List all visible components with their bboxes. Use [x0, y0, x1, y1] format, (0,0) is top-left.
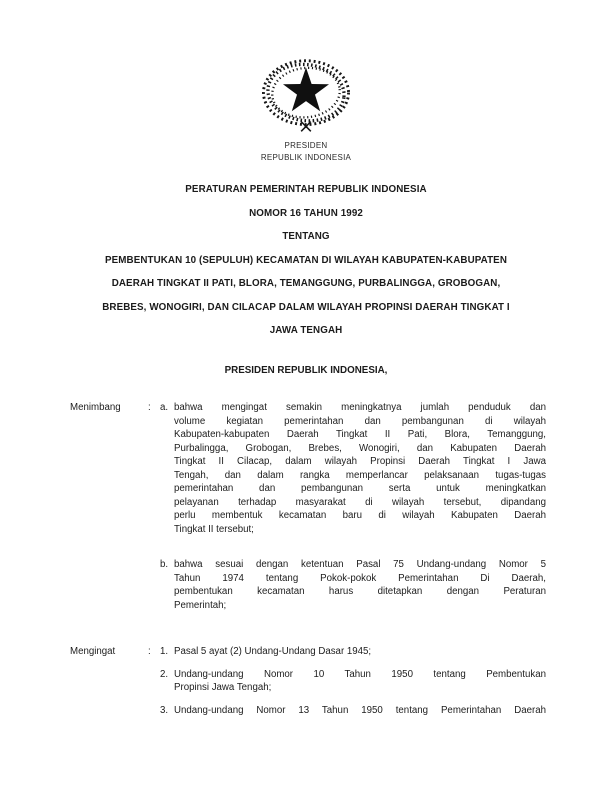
paragraph-line: pembentukan kecamatan harus ditetapkan dengan Peraturan — [174, 586, 546, 597]
paragraph-line: pemerintahan dan pembangunan serta untuk meningkatkan — [174, 483, 546, 494]
doc-type-line: PERATURAN PEMERINTAH REPUBLIK INDONESIA — [185, 184, 427, 195]
salutation-line: PRESIDEN REPUBLIK INDONESIA, — [224, 364, 388, 376]
paragraph-line: bahwa mengingat semakin meningkatnya jumlah penduduk dan — [174, 402, 546, 413]
item-marker-a: a. — [160, 402, 169, 413]
seal-org-line2: REPUBLIK INDONESIA — [260, 152, 352, 162]
document-heading — [0, 178, 612, 343]
paragraph-line: Tingkat II Cilacap, dalam wilayah Propinsi Daerah Tingkat I Jawa — [174, 456, 546, 467]
presidential-seal — [0, 0, 612, 163]
paragraph-line: Purbalingga, Grobogan, Brebes, Wonogiri, dan Kabupaten Daerah — [174, 442, 546, 454]
doc-subject-line-3: BREBES, WONOGIRI, DAN CILACAP DALAM WILAYAH PROPINSI DAERAH TINGKAT I — [102, 301, 510, 313]
paragraph-line: Tahun 1974 tentang Pokok-pokok Pemerintahan Di Daerah, — [174, 572, 546, 584]
legal-basis-item-1 — [174, 645, 546, 659]
menimbang-label: Menimbang — [70, 402, 121, 413]
mengingat-section — [70, 645, 546, 717]
colon-separator: : — [148, 402, 151, 413]
menimbang-section — [70, 401, 546, 612]
item-marker-3: 3. — [160, 704, 169, 716]
legal-basis-item-3 — [174, 704, 546, 718]
legal-basis-item-2 — [174, 668, 546, 695]
tentang-line: TENTANG — [282, 231, 330, 242]
paragraph-line: Tengah, dan dalam rangka memperlancar pelaksanaan tugas-tugas — [174, 469, 546, 481]
colon-separator: : — [148, 646, 151, 657]
paragraph-line: Pemerintah; — [174, 599, 227, 611]
paragraph-line: volume kegiatan pemerintahan dan pembangunan di wilayah — [174, 415, 546, 427]
paragraph-line: perlu membentuk kecamatan baru di wilayah Kabupaten Daerah — [174, 510, 546, 521]
item-marker-2: 2. — [160, 668, 169, 680]
paragraph-line: Pasal 5 ayat (2) Undang-Undang Dasar 1945; — [174, 646, 372, 657]
star-wreath-icon — [248, 52, 364, 141]
paragraph-line: Undang-undang Nomor 13 Tahun 1950 tentang Pemerintahan Daerah — [174, 704, 546, 716]
consideration-item-b — [174, 558, 546, 612]
doc-subject-line-4: JAWA TENGAH — [269, 325, 343, 336]
seal-org-line1: PRESIDEN — [284, 141, 328, 150]
doc-subject-line-1: PEMBENTUKAN 10 (SEPULUH) KECAMATAN DI WILAYAH KABUPATEN-KABUPATEN — [104, 254, 507, 266]
paragraph-line: Kabupaten-kabupaten Daerah Tingkat II Pati, Blora, Temanggung, — [174, 429, 546, 440]
paragraph-line: Undang-undang Nomor 10 Tahun 1950 tentang Pembentukan — [174, 668, 546, 680]
paragraph-line: Propinsi Jawa Tengah; — [174, 682, 272, 693]
mengingat-label: Mengingat — [70, 646, 116, 657]
doc-number-line: NOMOR 16 TAHUN 1992 — [249, 207, 363, 219]
item-marker-1: 1. — [160, 646, 169, 657]
paragraph-line: bahwa sesuai dengan ketentuan Pasal 75 Undang-undang Nomor 5 — [174, 559, 546, 570]
doc-subject-line-2: DAERAH TINGKAT II PATI, BLORA, TEMANGGUNG, PURBALINGGA, GROBOGAN, — [111, 278, 501, 289]
consideration-item-a — [174, 401, 546, 536]
item-marker-b: b. — [160, 559, 169, 570]
paragraph-line: pelayanan terhadap masyarakat di wilayah tersebut, dipandang — [174, 496, 546, 508]
paragraph-line: Tingkat II tersebut; — [174, 523, 254, 535]
